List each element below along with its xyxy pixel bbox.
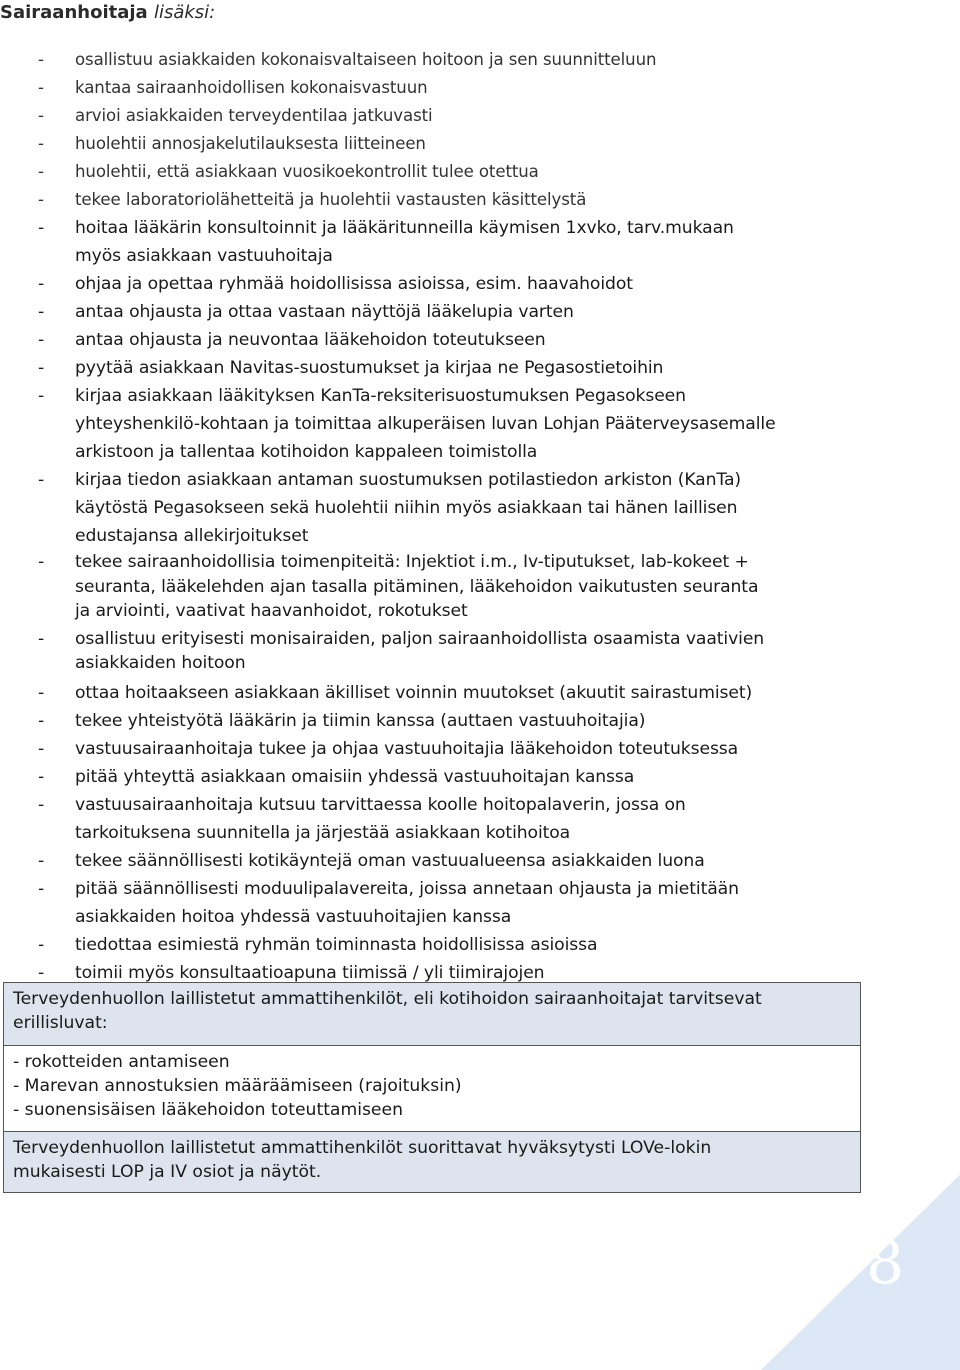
list-item-line: myös asiakkaan vastuuhoitaja (75, 246, 333, 266)
list-dash: - (38, 162, 44, 181)
list-dash: - (38, 190, 44, 209)
list-item-line: antaa ohjausta ja neuvontaa lääkehoidon toteutukseen (75, 330, 546, 350)
list-item-line: arkistoon ja tallentaa kotihoidon kappaleen toimistolla (75, 442, 538, 462)
list-dash: - (38, 766, 45, 787)
list-dash: - (38, 794, 45, 815)
list-item (38, 763, 918, 791)
list-item (38, 270, 918, 298)
list-item-line: hoitaa lääkärin konsultoinnit ja lääkäritunneilla käymisen 1xvko, tarv.mukaan (75, 218, 734, 238)
responsibility-list (38, 46, 918, 987)
list-dash: - (38, 218, 45, 238)
list-item (38, 550, 918, 624)
list-dash: - (38, 470, 45, 490)
list-dash: - (38, 878, 45, 899)
permits-header-cell (4, 983, 861, 1046)
list-item-line: kirjaa asiakkaan lääkityksen KanTa-reksiterisuostumuksen Pegasokseen (75, 386, 686, 406)
list-item-line: vastuusairaanhoitaja tukee ja ohjaa vastuuhoitajia lääkehoidon toteutuksessa (75, 738, 739, 759)
list-item-line: ja arviointi, vaativat haavanhoidot, rokotukset (75, 601, 468, 621)
permits-header-line: erillisluvat: (13, 1013, 108, 1033)
permits-list-cell (4, 1046, 861, 1132)
list-item (38, 382, 918, 466)
permit-item: - Marevan annostuksien määräämiseen (rajoituksin) (13, 1076, 462, 1096)
list-dash: - (38, 628, 45, 649)
list-item (38, 735, 918, 763)
list-item (38, 130, 918, 158)
list-item-line: huolehtii, että asiakkaan vuosikoekontrollit tulee otettua (75, 162, 539, 181)
list-item (38, 791, 918, 847)
list-dash: - (38, 552, 45, 572)
list-item (38, 847, 918, 875)
list-item (38, 627, 918, 676)
permits-table (3, 982, 861, 1193)
list-item-line: antaa ohjausta ja ottaa vastaan näyttöjä lääkelupia varten (75, 302, 574, 322)
list-item (38, 186, 918, 214)
list-dash: - (38, 738, 45, 759)
list-dash: - (38, 850, 45, 871)
section-heading (0, 1, 215, 25)
list-item-line: kantaa sairaanhoidollisen kokonaisvastuun (75, 78, 428, 97)
list-dash: - (38, 710, 45, 731)
permits-header-line: Terveydenhuollon laillistetut ammattihenkilöt, eli kotihoidon sairaanhoitajat tarvitsevat (13, 989, 762, 1009)
list-item-line: käytöstä Pegasokseen sekä huolehtii niihin myös asiakkaan tai hänen laillisen (75, 498, 738, 518)
list-dash: - (38, 962, 45, 983)
list-item-line: asiakkaiden hoitoa yhdessä vastuuhoitajien kanssa (75, 906, 512, 927)
list-item (38, 707, 918, 735)
list-item (38, 875, 918, 931)
list-item-line: pitää yhteyttä asiakkaan omaisiin yhdessä vastuuhoitajan kanssa (75, 766, 635, 787)
list-item (38, 466, 918, 550)
permit-item: - suonensisäisen lääkehoidon toteuttamiseen (13, 1100, 403, 1120)
list-item-line: seuranta, lääkelehden ajan tasalla pitäminen, lääkehoidon vaikutusten seuranta (75, 576, 759, 597)
list-dash: - (38, 386, 45, 406)
list-item-line: pitää säännöllisesti moduulipalavereita, joissa annetaan ohjausta ja mietitään (75, 878, 739, 899)
list-item-line: yhteyshenkilö-kohtaan ja toimittaa alkuperäisen luvan Lohjan Pääterveysasemalle (75, 414, 776, 434)
list-item-line: edustajansa allekirjoitukset (75, 526, 309, 546)
list-item-line: toimii myös konsultaatioapuna tiimissä / yli tiimirajojen (75, 962, 545, 983)
list-item (38, 298, 918, 326)
list-item-line: ohjaa ja opettaa ryhmää hoidollisissa asioissa, esim. haavahoidot (75, 274, 633, 294)
list-item-line: tekee säännöllisesti kotikäyntejä oman vastuualueensa asiakkaiden luona (75, 850, 705, 871)
list-item-line: tekee sairaanhoidollisia toimenpiteitä: Injektiot i.m., Iv-tiputukset, lab-kokeet + (75, 552, 749, 572)
list-dash: - (38, 50, 44, 69)
list-item-line: pyytää asiakkaan Navitas-suostumukset ja kirjaa ne Pegasostietoihin (75, 358, 664, 378)
page-number: 8 (866, 1228, 905, 1298)
list-item (38, 326, 918, 354)
list-dash: - (38, 302, 45, 322)
heading-emphasis: lisäksi: (153, 2, 216, 23)
list-item-line: vastuusairaanhoitaja kutsuu tarvittaessa koolle hoitopalaverin, jossa on (75, 794, 686, 815)
list-item (38, 354, 918, 382)
permits-footer-cell (4, 1132, 861, 1193)
list-item-line: tiedottaa esimiestä ryhmän toiminnasta hoidollisissa asioissa (75, 934, 598, 955)
list-item-line: tekee yhteistyötä lääkärin ja tiimin kanssa (auttaen vastuuhoitajia) (75, 710, 646, 731)
list-item-line: arvioi asiakkaiden terveydentilaa jatkuvasti (75, 106, 433, 125)
list-item (38, 46, 918, 74)
list-item (38, 158, 918, 186)
list-item-line: huolehtii annosjakelutilauksesta liitteineen (75, 134, 426, 153)
list-item-line: asiakkaiden hoitoon (75, 653, 246, 673)
list-item (38, 74, 918, 102)
list-item (38, 214, 918, 270)
list-item-line: kirjaa tiedon asiakkaan antaman suostumuksen potilastiedon arkiston (KanTa) (75, 470, 741, 490)
list-dash: - (38, 274, 45, 294)
list-item (38, 102, 918, 130)
list-item-line: ottaa hoitaakseen asiakkaan äkilliset voinnin muutokset (akuutit sairastumiset) (75, 682, 753, 703)
list-dash: - (38, 934, 45, 955)
permit-item: - rokotteiden antamiseen (13, 1052, 230, 1072)
list-dash: - (38, 330, 45, 350)
list-item-line: osallistuu erityisesti monisairaiden, paljon sairaanhoidollista osaamista vaativien (75, 628, 765, 649)
list-item (38, 679, 918, 707)
list-item-line: tarkoituksena suunnitella ja järjestää asiakkaan kotihoitoa (75, 822, 571, 843)
list-dash: - (38, 682, 45, 703)
permits-footer-line: mukaisesti LOP ja IV osiot ja näytöt. (13, 1162, 322, 1182)
permits-footer-line: Terveydenhuollon laillistetut ammattihenkilöt suorittavat hyväksytysti LOVe-lokin (13, 1138, 712, 1158)
list-item (38, 931, 918, 959)
list-dash: - (38, 134, 44, 153)
list-item-line: tekee laboratoriolähetteitä ja huolehtii vastausten käsittelystä (75, 190, 587, 209)
list-dash: - (38, 358, 45, 378)
heading-prefix: Sairaanhoitaja (0, 2, 154, 23)
list-dash: - (38, 78, 44, 97)
list-item-line: osallistuu asiakkaiden kokonaisvaltaiseen hoitoon ja sen suunnitteluun (75, 50, 657, 69)
list-dash: - (38, 106, 44, 125)
